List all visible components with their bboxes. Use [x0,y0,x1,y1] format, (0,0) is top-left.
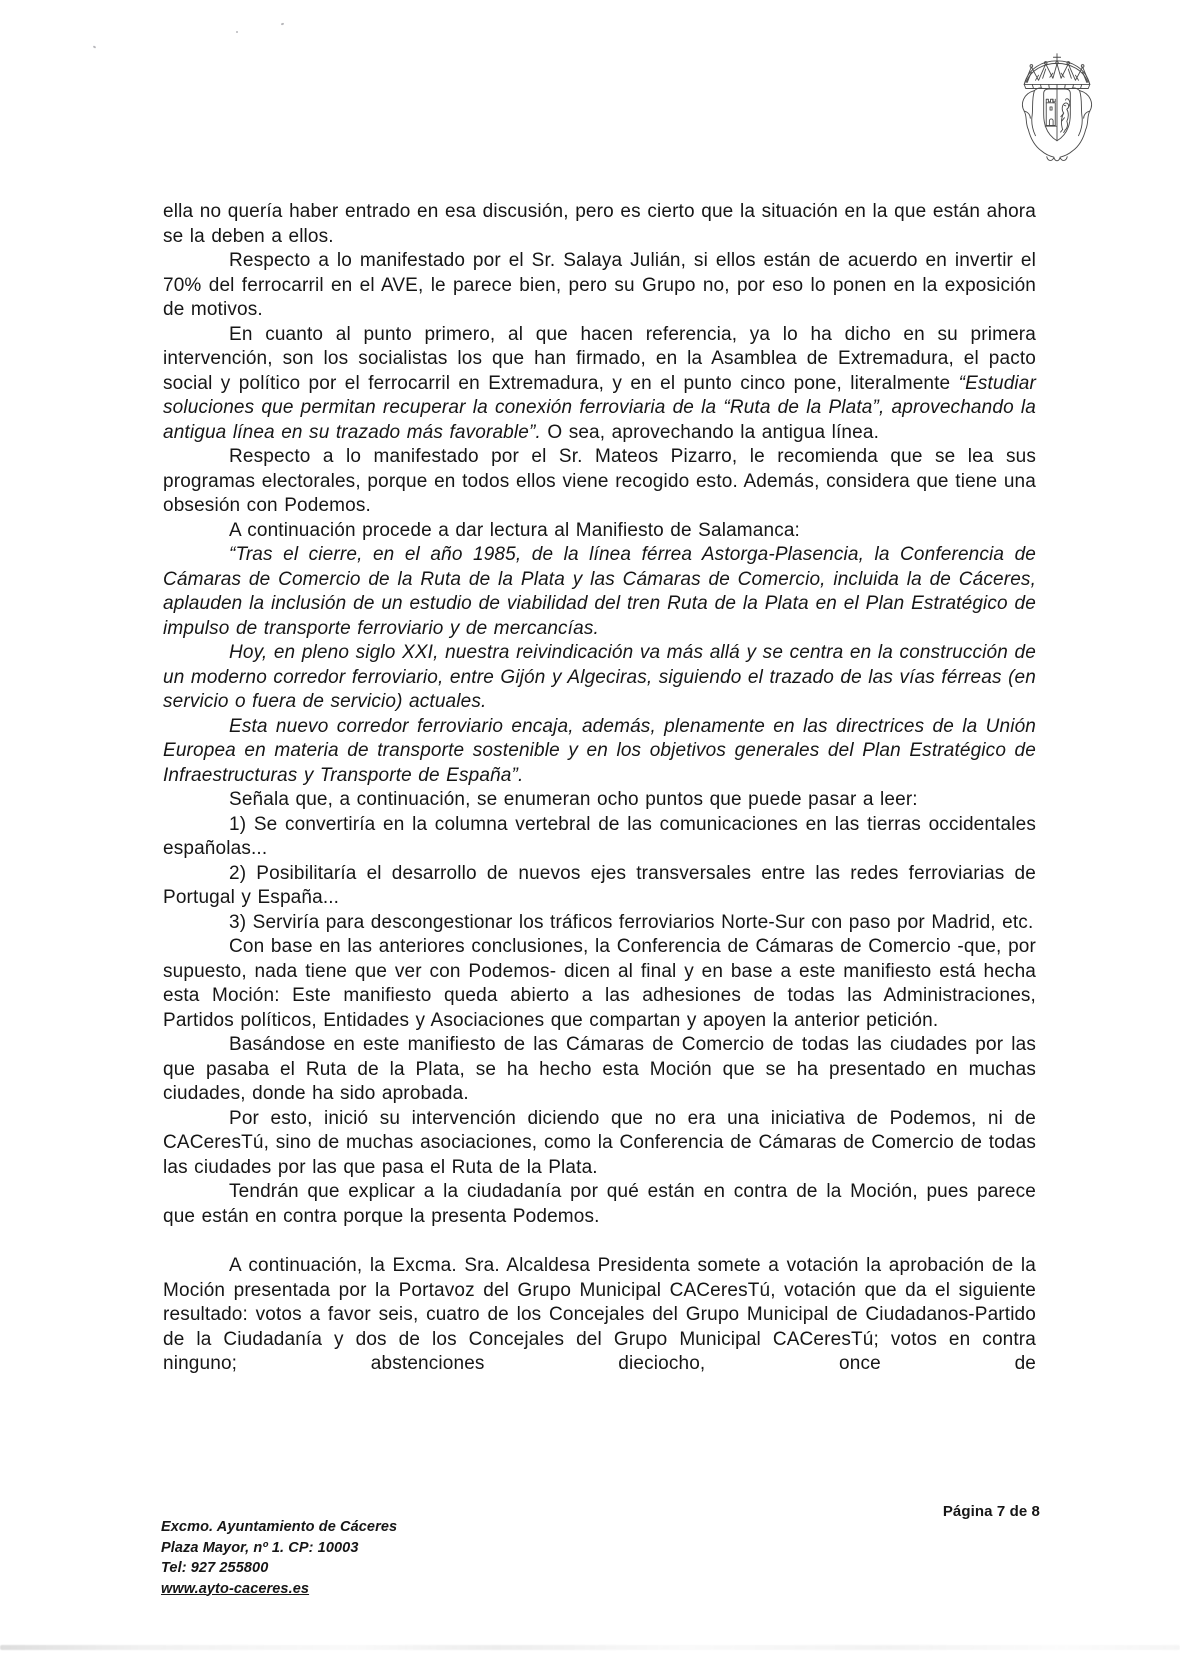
caceres-coat-of-arms-icon [1016,52,1098,166]
paragraph [163,519,1036,544]
paragraph [163,1180,1036,1229]
scan-noise-speck [93,45,97,48]
footer-address-line: Plaza Mayor, nº 1. CP: 10003 [161,1539,359,1556]
page-number: Página 7 de 8 [942,1503,1040,1520]
body-text: En cuanto al punto primero, al que hacen referencia, ya lo ha dicho en su primera intervención, son los socialistas los que han firmado, en la Asamblea de Extremadura, el pacto social y político por el ferrocarril en Extremadura, y en el punto cinco pone, literalmente [163,323,1036,394]
body-text: Respecto a lo manifestado por el Sr. Salaya Julián, si ellos están de acuerdo en invertir el 70% del ferrocarril en el AVE, le parece bien, pero su Grupo no, por eso lo ponen en la exposición de motivos. [163,250,1036,320]
paragraph [163,1033,1036,1107]
footer-organization: Excmo. Ayuntamiento de Cáceres [161,1519,398,1535]
quoted-italic-text: “Tras el cierre, en el año 1985, de la línea férrea Astorga-Plasencia, la Conferencia de Cámaras de Comercio de la Ruta de la Plata y las Cámaras de Comercio, incluida la de Cáceres, aplauden la inclusión de un estudio de viabilidad del tren Ruta de la Plata en el Plan Estratégico de impulso de transporte ferroviario y de mercancías. [163,544,1036,639]
paragraph [163,813,1036,862]
body-text: A continuación, la Excma. Sra. Alcaldesa Presidenta somete a votación la aprobación de la Moción presentada por la Portavoz del Grupo Municipal CACeresTú, votación que da el siguiente resultado: votos a favor seis, cuatro de los Concejales del Grupo Municipal de Ciudadanos-Partido de la Ciudadanía y dos de los Concejales del Grupo Municipal CACeresTú; votos en contra ninguno; abstenciones dieciocho, once de [163,1255,1036,1374]
paragraph [163,862,1036,911]
body-text: 3) Serviría para descongestionar los tráficos ferroviarios Norte-Sur con paso por Madrid, etc. [229,911,1034,933]
body-text: O sea, aprovechando la antigua línea. [540,421,880,443]
paragraph [163,1107,1036,1181]
quoted-italic-text: Hoy, en pleno siglo XXI, nuestra reivindicación va más allá y se centra en la construcción de un moderno corredor ferroviario, entre Gijón y Algeciras, siguiendo el trazado de las vías férreas (en servicio o fuera de servicio) actuales. [163,642,1036,712]
body-text: A continuación procede a dar lectura al Manifiesto de Salamanca: [229,519,800,541]
footer-phone: Tel: 927 255800 [161,1560,269,1576]
paragraph [163,788,1036,813]
scan-noise-speck [236,31,238,33]
body-text: Tendrán que explicar a la ciudadanía por qué están en contra de la Moción, pues parece que están en contra porque la presenta Podemos. [163,1181,1036,1227]
body-text: 1) Se convertiría en la columna vertebral de las comunicaciones en las tierras occidentales españolas... [163,813,1036,859]
paragraph [163,715,1036,789]
paragraph [163,1254,1036,1377]
paragraph [163,323,1036,446]
scan-noise-speck [281,23,285,26]
footer-website-link[interactable]: www.ayto-caceres.es [161,1580,310,1597]
paragraph [163,641,1036,715]
footer-address-block [161,1517,397,1599]
document-body [163,200,1036,1377]
body-text: Señala que, a continuación, se enumeran ocho puntos que puede pasar a leer: [229,789,918,810]
paragraph [163,249,1036,323]
body-text: 2) Posibilitaría el desarrollo de nuevos ejes transversales entre las redes ferroviarias de Portugal y España... [163,862,1036,908]
body-text: Con base en las anteriores conclusiones, la Conferencia de Cámaras de Comercio -que, por supuesto, nada tiene que ver con Podemos- dicen al final y en base a este manifiesto está hecha esta Moción: Este manifiesto queda abierto a las adhesiones de todas las Administraciones, Partidos políticos, Entidades y Asociaciones que compartan y apoyen la anterior petición. [163,936,1036,1031]
quoted-italic-text: Esta nuevo corredor ferroviario encaja, además, plenamente en las directrices de la Unión Europea en materia de transporte sostenible y en los objetivos generales del Plan Estratégico de Infraestructuras y Transporte de España”. [163,715,1036,786]
paragraph [163,911,1036,936]
paragraph [163,445,1036,519]
paragraph [163,543,1036,641]
body-text: Por esto, inició su intervención diciendo que no era una iniciativa de Podemos, ni de CACeresTú, sino de muchas asociaciones, como la Conferencia de Cámaras de Comercio de todas las ciudades por las que pasa el Ruta de la Plata. [163,1107,1036,1178]
body-text: Respecto a lo manifestado por el Sr. Mateos Pizarro, le recomienda que se lea sus programas electorales, porque en todos ellos viene recogido esto. Además, considera que tiene una obsesión con Podemos. [163,446,1036,516]
body-text: ella no quería haber entrado en esa discusión, pero es cierto que la situación en la que están ahora se la deben a ellos. [163,201,1036,247]
paragraph [163,200,1036,249]
page-edge-shadow [0,1645,1180,1650]
quoted-italic-text: “Estudiar soluciones que permitan recuperar la conexión ferroviaria de la “Ruta de la Plata”, aprovechando la antigua línea en su trazado más favorable”. [163,372,1036,443]
paragraph [163,935,1036,1033]
body-text: Basándose en este manifiesto de las Cámaras de Comercio de todas las ciudades por las que pasaba el Ruta de la Plata, se ha hecho esta Moción que se ha presentado en muchas ciudades, donde ha sido aprobada. [163,1034,1036,1104]
